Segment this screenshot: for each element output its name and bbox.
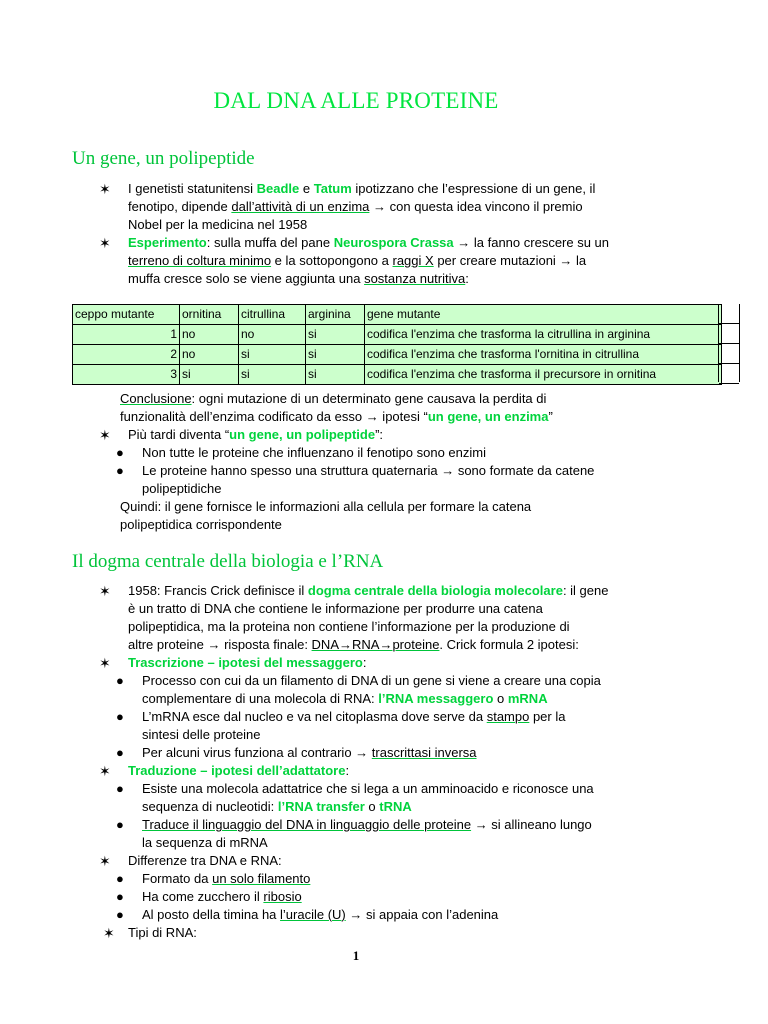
table-row (73, 345, 722, 365)
table-cell: 3 (73, 365, 180, 385)
page-number: 1 (352, 948, 360, 963)
text-line: Quindi: il gene fornisce le informazioni alla cellula per formare la catena (120, 499, 532, 514)
table-cell: 2 (73, 345, 180, 365)
text-line: Le proteine hanno spesso una struttura quaternaria → sono formate da catene (142, 463, 595, 478)
dot-bullet-icon: ● (116, 673, 124, 688)
text-line: Tipi di RNA: (128, 925, 197, 940)
table-header-cell: gene mutante (365, 305, 722, 325)
table-cell: 1 (73, 325, 180, 345)
table-cell: codifica l'enzima che trasforma l'ornitina in citrullina (365, 345, 722, 365)
text-line: Nobel per la medicina nel 1958 (128, 217, 308, 232)
dot-bullet-icon: ● (116, 445, 124, 460)
dot-bullet-icon: ● (116, 745, 124, 760)
dot-bullet-icon: ● (116, 889, 124, 904)
table-cell: si (180, 365, 239, 385)
table-header-cell: ornitina (180, 305, 239, 325)
table-cell: codifica l'enzima che trasforma il precursore in ornitina (365, 365, 722, 385)
text-line: Trascrizione – ipotesi del messaggero: (128, 655, 367, 670)
text-line: Per alcuni virus funziona al contrario → trascrittasi inversa (142, 745, 477, 760)
text-line: Traduzione – ipotesi dell’adattatore: (128, 763, 350, 778)
star-bullet-icon: ✶ (99, 427, 111, 443)
text-line: Più tardi diventa “un gene, un polipeptide”: (128, 427, 384, 442)
text-line: Non tutte le proteine che influenzano il fenotipo sono enzimi (142, 445, 486, 460)
text-line: Ha come zucchero il ribosio (142, 889, 302, 904)
star-bullet-icon: ✶ (99, 181, 111, 197)
dot-bullet-icon: ● (116, 907, 124, 922)
section-heading-gene-polipeptide: Un gene, un polipeptide (72, 148, 255, 169)
table-extra-column (718, 304, 740, 382)
star-bullet-icon: ✶ (99, 763, 111, 779)
text-line: sequenza di nucleotidi: l’RNA transfer o tRNA (142, 799, 412, 814)
text-line: I genetisti statunitensi Beadle e Tatum ipotizzano che l’espressione di un gene, il (128, 181, 596, 196)
table-cell: si (239, 345, 306, 365)
table-cell: no (180, 345, 239, 365)
table-row (73, 365, 722, 385)
star-bullet-icon: ✶ (99, 853, 111, 869)
text-line: L’mRNA esce dal nucleo e va nel citoplasma dove serve da stampo per la (142, 709, 566, 724)
star-bullet-icon: ✶ (99, 655, 111, 671)
table-cell: no (180, 325, 239, 345)
text-line: Differenze tra DNA e RNA: (128, 853, 282, 868)
dot-bullet-icon: ● (116, 463, 124, 478)
text-line: Conclusione: ogni mutazione di un determinato gene causava la perdita di (120, 391, 547, 406)
table-header-cell: arginina (306, 305, 365, 325)
text-line: polipeptidiche (142, 481, 222, 496)
dot-bullet-icon: ● (116, 709, 124, 724)
table-cell: si (306, 325, 365, 345)
text-line: è un tratto di DNA che contiene le informazione per produrre una catena (128, 601, 543, 616)
text-line: complementare di una molecola di RNA: l’RNA messaggero o mRNA (142, 691, 548, 706)
table-header-row (73, 305, 722, 325)
star-bullet-icon: ✶ (103, 925, 115, 941)
dot-bullet-icon: ● (116, 817, 124, 832)
table-cell: si (306, 365, 365, 385)
text-line: altre proteine → risposta finale: DNA→RNA→proteine. Crick formula 2 ipotesi: (128, 637, 579, 652)
text-line: polipeptidica, ma la proteina non contiene l’informazione per la produzione di (128, 619, 570, 634)
document-title: DAL DNA ALLE PROTEINE (213, 88, 499, 113)
text-line: Formato da un solo filamento (142, 871, 311, 886)
text-line: terreno di coltura minimo e la sottopongono a raggi X per creare mutazioni → la (128, 253, 587, 268)
text-line: Traduce il linguaggio del DNA in linguaggio delle proteine → si allineano lungo (142, 817, 592, 832)
star-bullet-icon: ✶ (99, 583, 111, 599)
text-line: fenotipo, dipende dall’attività di un enzima → con questa idea vincono il premio (128, 199, 583, 214)
dot-bullet-icon: ● (116, 871, 124, 886)
table-cell: codifica l'enzima che trasforma la citrullina in arginina (365, 325, 722, 345)
text-line: sintesi delle proteine (142, 727, 261, 742)
text-line: Esiste una molecola adattatrice che si lega a un amminoacido e riconosce una (142, 781, 594, 796)
text-line: Al posto della timina ha l’uracile (U) → si appaia con l’adenina (142, 907, 499, 922)
text-line: la sequenza di mRNA (142, 835, 268, 850)
dot-bullet-icon: ● (116, 781, 124, 796)
table-cell: no (239, 325, 306, 345)
table-cell: si (306, 345, 365, 365)
text-line: polipeptidica corrispondente (120, 517, 282, 532)
table-cell: si (239, 365, 306, 385)
text-line: 1958: Francis Crick definisce il dogma centrale della biologia molecolare: il gene (128, 583, 609, 598)
table-header-cell: ceppo mutante (73, 305, 180, 325)
star-bullet-icon: ✶ (99, 235, 111, 251)
text-line: Processo con cui da un filamento di DNA di un gene si viene a creare una copia (142, 673, 601, 688)
table-row (73, 325, 722, 345)
text-line: funzionalità dell’enzima codificato da esso → ipotesi “un gene, un enzima” (120, 409, 553, 424)
mutant-strain-table (72, 304, 722, 385)
text-line: muffa cresce solo se viene aggiunta una sostanza nutritiva: (128, 271, 469, 286)
text-line: Esperimento: sulla muffa del pane Neurospora Crassa → la fanno crescere su un (128, 235, 610, 250)
section-heading-dogma-centrale: Il dogma centrale della biologia e l’RNA (72, 551, 384, 572)
table-header-cell: citrullina (239, 305, 306, 325)
